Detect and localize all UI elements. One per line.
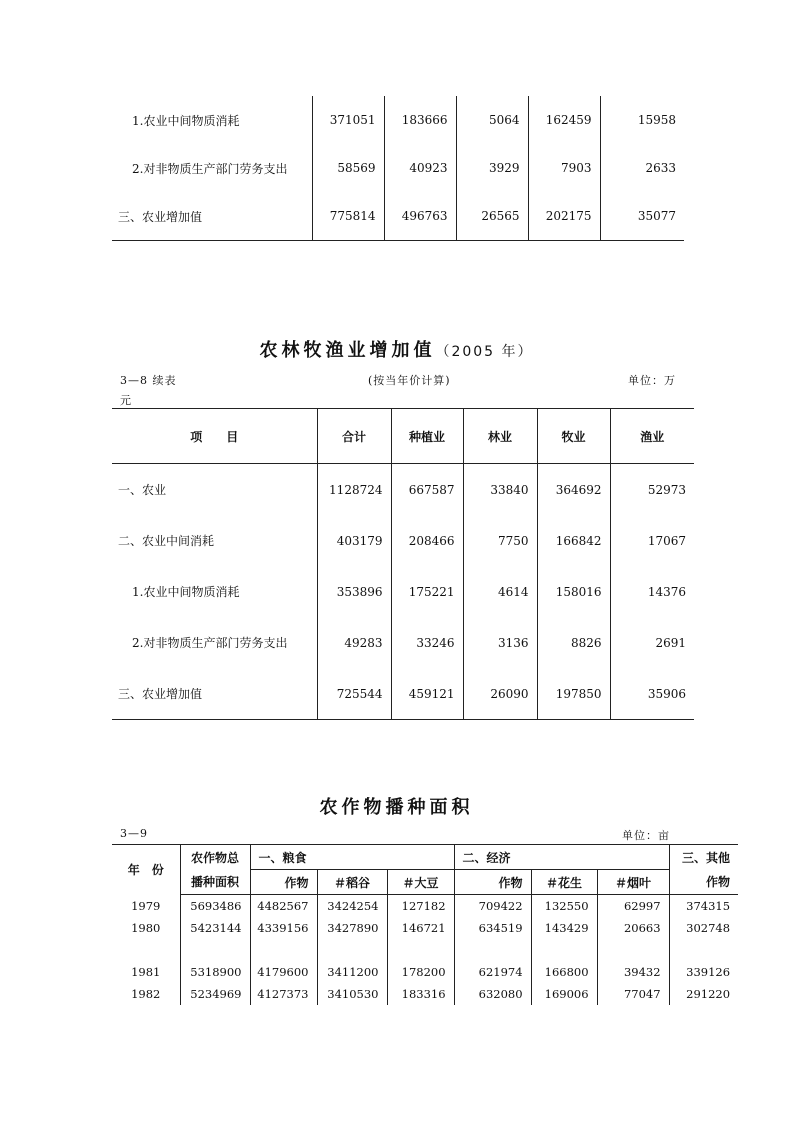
cell: 35906 — [610, 668, 694, 720]
cell: 26090 — [463, 668, 537, 720]
cell: 3929 — [456, 144, 528, 192]
table-row — [112, 617, 694, 668]
cell: 175221 — [391, 566, 463, 617]
unit-label: 单位：亩 — [622, 829, 670, 842]
header-year: 年 份 — [112, 845, 180, 895]
sown-area-table — [112, 844, 738, 1005]
cell: 8826 — [537, 617, 610, 668]
header-livestock: 牧业 — [537, 409, 610, 464]
header-other: 三、其他 — [669, 845, 738, 870]
cell: 33246 — [391, 617, 463, 668]
header-grain: 一、粮食 — [250, 845, 454, 870]
table-spacer — [112, 939, 738, 961]
row-label: 1.农业中间物质消耗 — [132, 113, 240, 128]
cell: 374315 — [669, 895, 738, 918]
table-row — [112, 566, 694, 617]
cell: 33840 — [463, 464, 537, 516]
cell: 166842 — [537, 515, 610, 566]
cell: 4482567 — [250, 895, 317, 918]
cell: 302748 — [669, 917, 738, 939]
table-continued — [112, 96, 684, 241]
header-peanut: ＃花生 — [531, 870, 597, 895]
table-row — [112, 961, 738, 983]
header-other-sub: 作物 — [669, 870, 738, 895]
cell: 7750 — [463, 515, 537, 566]
cell: 4339156 — [250, 917, 317, 939]
table-row — [112, 144, 684, 192]
row-label: 2.对非物质生产部门劳务支出 — [132, 161, 288, 176]
cell: 5064 — [456, 96, 528, 144]
cell: 14376 — [610, 566, 694, 617]
cell: 3410530 — [317, 983, 387, 1005]
cell: 162459 — [528, 96, 600, 144]
cell: 52973 — [610, 464, 694, 516]
cell: 4179600 — [250, 961, 317, 983]
cell: 1128724 — [317, 464, 391, 516]
unit-label-wrap: 元 — [120, 394, 132, 407]
cell: 158016 — [537, 566, 610, 617]
cell: 4127373 — [250, 983, 317, 1005]
table-header — [112, 409, 694, 464]
year-cell: 1982 — [131, 987, 161, 1001]
cell: 291220 — [669, 983, 738, 1005]
table-row — [112, 983, 738, 1005]
cell: 459121 — [391, 668, 463, 720]
cell: 58569 — [312, 144, 384, 192]
cell: 5234969 — [180, 983, 250, 1005]
year-cell: 1979 — [131, 898, 161, 913]
cell: 183316 — [387, 983, 454, 1005]
row-label: 三、农业增加值 — [112, 192, 312, 241]
cell: 3424254 — [317, 895, 387, 918]
cell: 709422 — [454, 895, 531, 918]
row-label: 2.对非物质生产部门劳务支出 — [132, 636, 288, 650]
header-economic: 二、经济 — [454, 845, 669, 870]
cell: 775814 — [312, 192, 384, 241]
cell: 7903 — [528, 144, 600, 192]
cell: 496763 — [384, 192, 456, 241]
cell: 403179 — [317, 515, 391, 566]
cell: 339126 — [669, 961, 738, 983]
header-planting: 种植业 — [391, 409, 463, 464]
table-header-top — [112, 845, 738, 870]
header-total: 合计 — [317, 409, 391, 464]
row-label: 1.农业中间物质消耗 — [132, 585, 240, 599]
title-text: 农林牧渔业增加值 — [259, 340, 436, 361]
cell: 146721 — [387, 917, 454, 939]
table-row — [112, 192, 684, 241]
cell: 4614 — [463, 566, 537, 617]
cell: 77047 — [597, 983, 669, 1005]
table-row — [112, 895, 738, 918]
cell: 35077 — [600, 192, 684, 241]
cell: 2691 — [610, 617, 694, 668]
cell: 169006 — [531, 983, 597, 1005]
cell: 143429 — [531, 917, 597, 939]
cell: 202175 — [528, 192, 600, 241]
cell: 667587 — [391, 464, 463, 516]
year-cell: 1981 — [131, 965, 161, 979]
value-added-table — [112, 408, 694, 720]
cell: 3136 — [463, 617, 537, 668]
header-grain-sub: 作物 — [250, 870, 317, 895]
table-row — [112, 96, 684, 144]
cell: 371051 — [312, 96, 384, 144]
cell: 208466 — [391, 515, 463, 566]
cell: 49283 — [317, 617, 391, 668]
cell: 364692 — [537, 464, 610, 516]
title-year: （2005 年） — [435, 344, 534, 360]
header-tobacco: ＃烟叶 — [597, 870, 669, 895]
title-text: 农作物播种面积 — [319, 797, 474, 818]
cell: 353896 — [317, 566, 391, 617]
cell: 132550 — [531, 895, 597, 918]
cell: 178200 — [387, 961, 454, 983]
cell: 621974 — [454, 961, 531, 983]
cell: 3411200 — [317, 961, 387, 983]
header-economic-sub: 作物 — [454, 870, 531, 895]
cell: 632080 — [454, 983, 531, 1005]
cell: 166800 — [531, 961, 597, 983]
table-row — [112, 668, 694, 720]
header-total: 农作物总 — [180, 845, 250, 870]
table-number: 3—8 续表 — [120, 374, 177, 387]
cell: 20663 — [597, 917, 669, 939]
header-soybean: ＃大豆 — [387, 870, 454, 895]
cell: 15958 — [600, 96, 684, 144]
header-rice: ＃稻谷 — [317, 870, 387, 895]
header-fishery: 渔业 — [610, 409, 694, 464]
section-title — [0, 336, 793, 362]
cell: 127182 — [387, 895, 454, 918]
cell: 3427890 — [317, 917, 387, 939]
cell: 5318900 — [180, 961, 250, 983]
table-row — [112, 464, 694, 516]
cell: 725544 — [317, 668, 391, 720]
cell: 2633 — [600, 144, 684, 192]
table-row — [112, 917, 738, 939]
header-total-sub: 播种面积 — [180, 870, 250, 895]
cell: 183666 — [384, 96, 456, 144]
cell: 5693486 — [180, 895, 250, 918]
row-label: 一、农业 — [118, 483, 167, 497]
table-number: 3—9 — [120, 827, 148, 840]
cell: 634519 — [454, 917, 531, 939]
cell: 26565 — [456, 192, 528, 241]
cell: 17067 — [610, 515, 694, 566]
table-header-bottom — [112, 870, 738, 895]
table-row — [112, 515, 694, 566]
year-cell: 1980 — [131, 921, 161, 935]
section-title — [0, 793, 793, 819]
cell: 5423144 — [180, 917, 250, 939]
row-label: 二、农业中间消耗 — [118, 534, 215, 548]
row-label: 三、农业增加值 — [112, 668, 317, 720]
header-forestry: 林业 — [463, 409, 537, 464]
header-item: 项 目 — [112, 409, 317, 464]
cell: 197850 — [537, 668, 610, 720]
cell: 39432 — [597, 961, 669, 983]
price-note: (按当年价计算) — [368, 374, 451, 387]
cell: 62997 — [597, 895, 669, 918]
unit-label: 单位：万 — [628, 374, 676, 387]
cell: 40923 — [384, 144, 456, 192]
